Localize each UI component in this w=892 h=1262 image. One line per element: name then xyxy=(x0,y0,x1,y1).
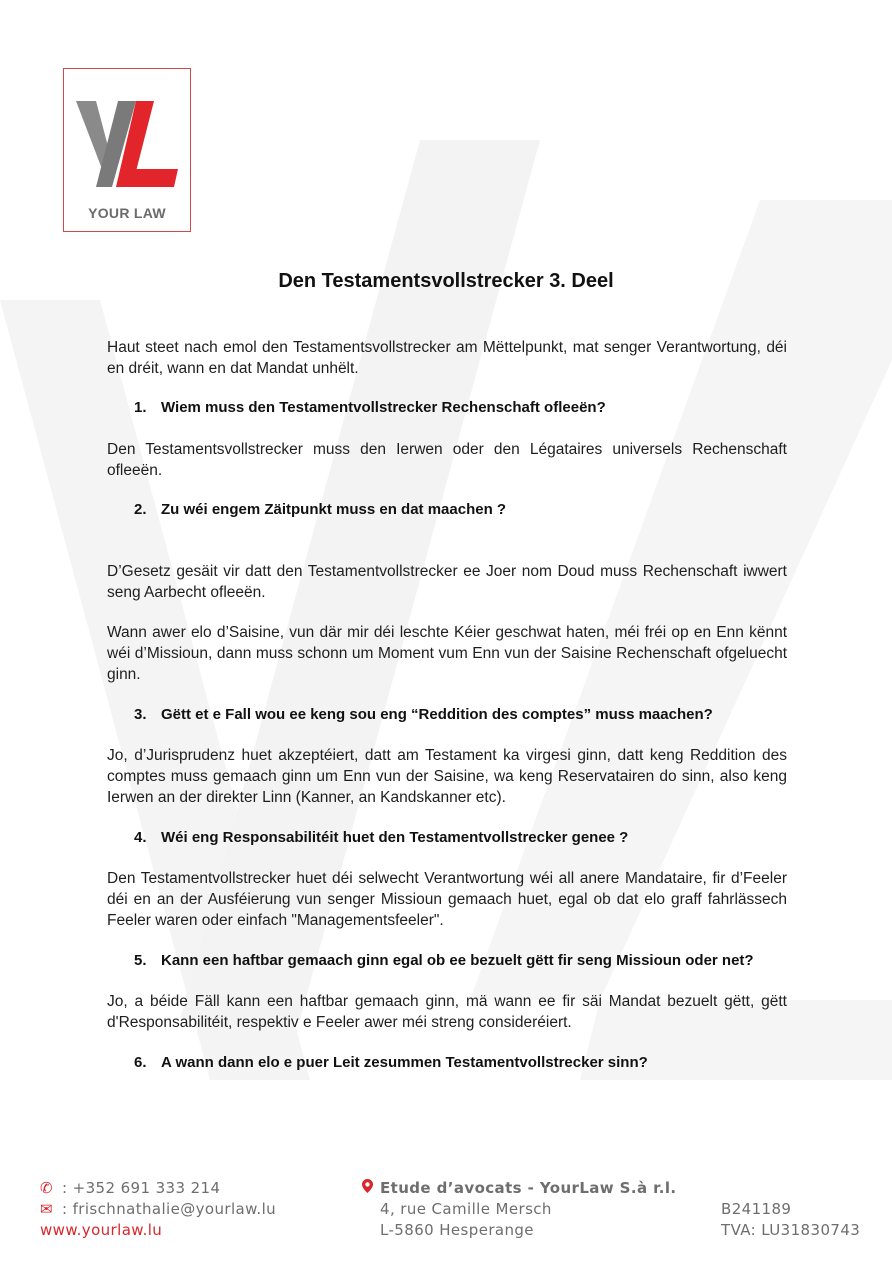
question-text: Wéi eng Responsabilitéit huet den Testamentvollstrecker genee ? xyxy=(161,829,629,846)
firm-name: Etude d’avocats - YourLaw S.à r.l. xyxy=(380,1179,677,1197)
firm-street: 4, rue Camille Mersch xyxy=(380,1200,552,1218)
yl-logo-mark-icon xyxy=(74,99,182,194)
logo-text: YOUR LAW xyxy=(88,205,166,221)
yourlaw-logo xyxy=(63,68,191,232)
question-heading xyxy=(107,398,787,418)
page-title: Den Testamentsvollstrecker 3. Deel xyxy=(278,270,614,292)
firm-registration: B241189 xyxy=(721,1200,792,1218)
question-number: 6. xyxy=(134,1054,147,1071)
phone-text: : +352 691 333 214 xyxy=(62,1179,221,1197)
question-number: 2. xyxy=(134,501,147,518)
answer-paragraph: Den Testamentvollstrecker huet déi selwecht Verantwortung wéi all anere Mandataire, fir d’Feeler déi en an der Ausféierung vun senger Missioun gemaach huet, egal ob dat elo graff fahrlässech Feeler waren oder einfach "Managementsfeeler". xyxy=(107,870,787,929)
question-number: 1. xyxy=(134,399,147,416)
firm-tva: TVA: LU31830743 xyxy=(721,1221,861,1239)
location-pin-icon xyxy=(362,1178,380,1198)
question-heading xyxy=(107,1053,787,1073)
firm-city: L-5860 Hesperange xyxy=(380,1221,534,1239)
website-link[interactable]: www.yourlaw.lu xyxy=(40,1221,163,1239)
question-text: A wann dann elo e puer Leit zesummen Testamentvollstrecker sinn? xyxy=(161,1054,648,1071)
page-footer xyxy=(0,1178,892,1248)
mail-icon: ✉ xyxy=(40,1200,53,1218)
answer-paragraph: D’Gesetz gesäit vir datt den Testamentvollstrecker ee Joer nom Doud muss Rechenschaft iwwert seng Aarbecht ofleeën. xyxy=(107,563,787,601)
footer-phone xyxy=(40,1178,220,1198)
question-number: 4. xyxy=(134,829,147,846)
answer-paragraph: Jo, a béide Fäll kann een haftbar gemaach ginn, mä wann ee fir säi Mandat bezuelt gëtt, gëtt d'Responsabilitéit, respektiv e Feeler awer méi streng consideréiert. xyxy=(107,993,787,1031)
question-heading xyxy=(107,705,787,725)
question-text: Kann een haftbar gemaach ginn egal ob ee bezuelt gëtt fir seng Missioun oder net? xyxy=(161,952,754,969)
question-number: 3. xyxy=(134,706,147,723)
intro-paragraph: Haut steet nach emol den Testamentsvollstrecker am Mëttelpunkt, mat senger Verantwortung, déi en dréit, wann en dat Mandat unhëlt. xyxy=(107,339,787,377)
email-text[interactable]: : frischnathalie@yourlaw.lu xyxy=(62,1200,277,1218)
question-heading xyxy=(107,500,787,520)
question-text: Zu wéi engem Zäitpunkt muss en dat maachen ? xyxy=(161,501,507,518)
question-heading xyxy=(107,828,787,848)
question-heading xyxy=(107,951,787,971)
footer-email xyxy=(40,1199,276,1219)
answer-paragraph: Jo, d’Jurisprudenz huet akzeptéiert, datt am Testament ka virgesi ginn, datt keng Reddition des comptes muss gemaach ginn um Enn vun der Saisine, wa keng Reservatairen do sinn, also keng Ierwen an der direkter Linn (Kanner, an Kandskanner etc). xyxy=(107,747,787,806)
question-number: 5. xyxy=(134,952,147,969)
answer-paragraph: Den Testamentsvollstrecker muss den Ierwen oder den Légataires universels Rechenschaft ofleeën. xyxy=(107,441,787,479)
phone-icon: ✆ xyxy=(40,1179,53,1197)
footer-firm xyxy=(362,1178,677,1198)
question-text: Wiem muss den Testamentvollstrecker Rechenschaft ofleeën? xyxy=(161,399,606,416)
question-text: Gëtt et e Fall wou ee keng sou eng “Reddition des comptes” muss maachen? xyxy=(161,706,713,723)
document-body xyxy=(107,337,787,1073)
answer-paragraph: Wann awer elo d’Saisine, vun där mir déi leschte Kéier geschwat haten, méi fréi op en Enn kënnt wéi d’Missioun, dann muss schonn um Moment vum Enn vun der Saisine Rechenschaft ofgeluecht ginn. xyxy=(107,624,787,683)
